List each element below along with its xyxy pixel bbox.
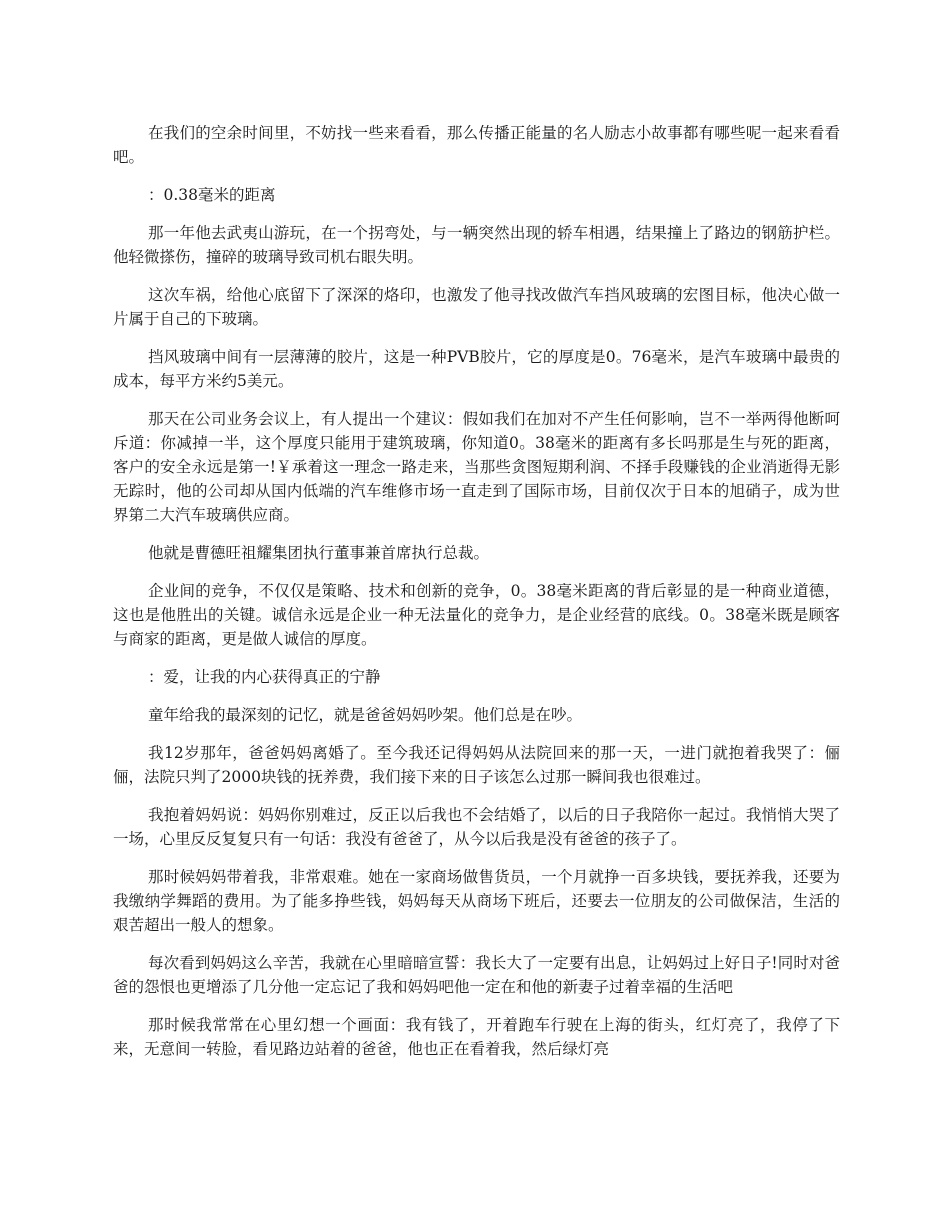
intro-paragraph: 在我们的空余时间里，不妨找一些来看看，那么传播正能量的名人励志小故事都有哪些呢一起来看看吧。 <box>113 124 840 166</box>
body-paragraph: 企业间的竞争，不仅仅是策略、技术和创新的竞争，0。38毫米距离的背后彰显的是一种商业道德，这也是他胜出的关键。诚信永远是企业一种无法量化的竞争力，是企业经营的底线。0。38毫米既是顾客与商家的距离，更是做人诚信的厚度。 <box>113 582 840 648</box>
document-body <box>113 121 840 1075</box>
body-paragraph: 我12岁那年，爸爸妈妈离婚了。至今我还记得妈妈从法院回来的那一天，一进门就抱着我哭了：俪俪，法院只判了2000块钱的抚养费，我们接下来的日子该怎么过那一瞬间我也很难过。 <box>113 744 840 786</box>
body-paragraph: 这次车祸，给他心底留下了深深的烙印，也激发了他寻找改做汽车挡风玻璃的宏图目标，他决心做一片属于自己的下玻璃。 <box>113 286 840 328</box>
section-heading-038mm: ：0.38毫米的距离 <box>148 186 276 204</box>
body-paragraph: 童年给我的最深刻的记忆，就是爸爸妈妈吵架。他们总是在吵。 <box>148 706 583 724</box>
body-paragraph: 每次看到妈妈这么辛苦，我就在心里暗暗宣誓：我长大了一定要有出息，让妈妈过上好日子!同时对爸爸的怨恨也更增添了几分他一定忘记了我和妈妈吧他一定在和他的新妻子过着幸福的生活吧 <box>113 954 840 996</box>
body-paragraph: 我抱着妈妈说：妈妈你别难过，反正以后我也不会结婚了，以后的日子我陪你一起过。我悄悄大哭了一场，心里反反复复只有一句话：我没有爸爸了，从今以后我是没有爸爸的孩子了。 <box>113 806 840 848</box>
body-paragraph: 挡风玻璃中间有一层薄薄的胶片，这是一种PVB胶片，它的厚度是0。76毫米，是汽车玻璃中最贵的成本，每平方米约5美元。 <box>113 348 840 390</box>
body-paragraph: 那时候妈妈带着我，非常艰难。她在一家商场做售货员，一个月就挣一百多块钱，要抚养我，还要为我缴纳学舞蹈的费用。为了能多挣些钱，妈妈每天从商场下班后，还要去一位朋友的公司做保洁，生活的艰苦超出一般人的想象。 <box>113 868 840 934</box>
body-paragraph: 那天在公司业务会议上，有人提出一个建议：假如我们在加对不产生任何影响，岂不一举两得他断呵斥道：你减掉一半，这个厚度只能用于建筑玻璃，你知道0。38毫米的距离有多长吗那是生与死的距离，客户的安全永远是第一!￥承着这一理念一路走来，当那些贪图短期利润、不择手段赚钱的企业消逝得无影无踪时，他的公司却从国内低端的汽车维修市场一直走到了国际市场，目前仅次于日本的旭硝子，成为世界第二大汽车玻璃供应商。 <box>113 410 840 524</box>
body-paragraph: 他就是曹德旺祖耀集团执行董事兼首席执行总裁。 <box>148 544 490 562</box>
section-heading-love: ：爱，让我的内心获得真正的宁静 <box>148 668 381 686</box>
body-paragraph: 那时候我常常在心里幻想一个画面：我有钱了，开着跑车行驶在上海的街头，红灯亮了，我停了下来，无意间一转脸，看见路边站着的爸爸，他也正在看着我，然后绿灯亮 <box>113 1016 840 1058</box>
body-paragraph: 那一年他去武夷山游玩，在一个拐弯处，与一辆突然出现的轿车相遇，结果撞上了路边的钢筋护栏。他轻微搽伤，撞碎的玻璃导致司机右眼失明。 <box>113 224 840 266</box>
